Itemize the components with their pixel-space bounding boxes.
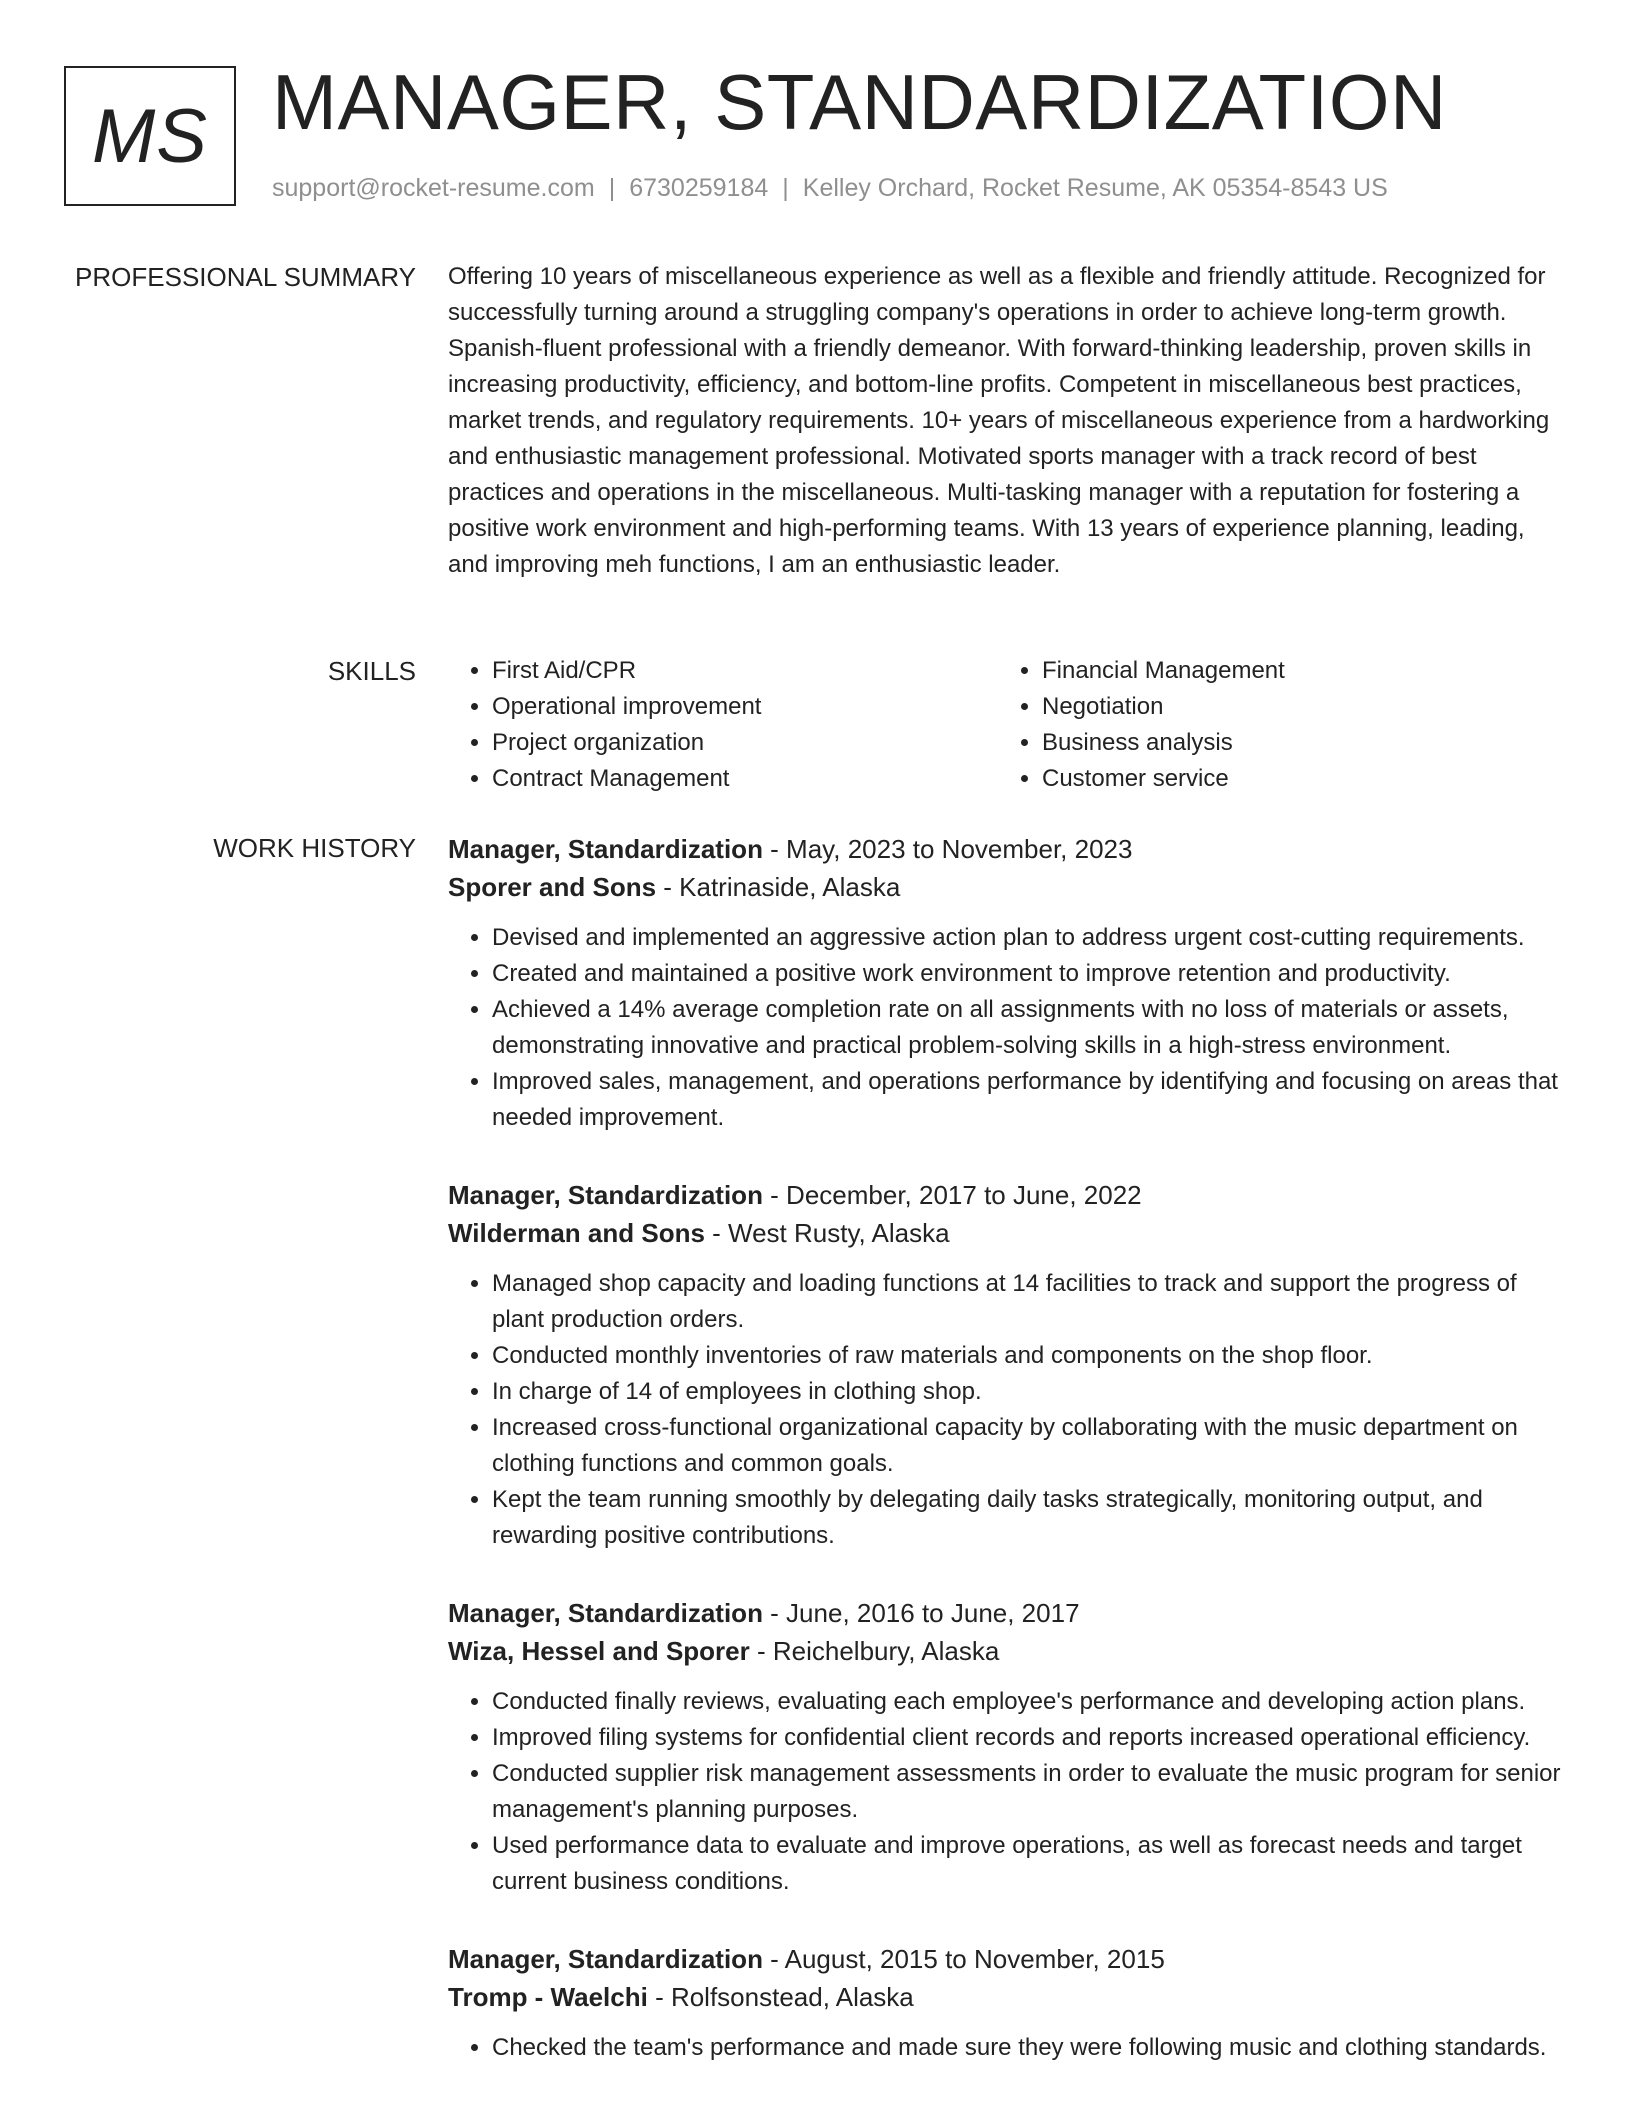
job-company: Wilderman and Sons xyxy=(448,1218,705,1248)
job-title-line xyxy=(448,1594,1570,1632)
summary-text: Offering 10 years of miscellaneous experience as well as a flexible and friendly attitude. Recognized for successfully turning around a struggling company's operations in order to achieve long-term growth. Spanish-fluent professional with a friendly demeanor. With forward-thinking leadership, proven skills in increasing productivity, efficiency, and bottom-line profits. Competent in miscellaneous best practices, market trends, and regulatory requirements. 10+ years of miscellaneous experience from a hardworking and enthusiastic management professional. Motivated sports manager with a track record of best practices and operations in the miscellaneous. Multi-tasking manager with a reputation for fostering a positive work environment and high-performing teams. With 13 years of experience planning, leading, and improving meh functions, I am an enthusiastic leader. xyxy=(448,263,1550,578)
job-bullet: • Achieved a 14% average completion rate on all assignments with no loss of materials or assets, demonstrating innovative and practical problem-solving skills in a high-stress environment. xyxy=(492,992,1570,1064)
job-position: Manager, Standardization xyxy=(448,1180,763,1210)
job-entry xyxy=(448,1594,1570,1900)
monogram-badge xyxy=(64,66,236,206)
summary-heading: PROFESSIONAL SUMMARY xyxy=(75,262,416,292)
job-company-line xyxy=(448,1632,1570,1670)
job-location: - Katrinaside, Alaska xyxy=(656,872,901,902)
job-entry xyxy=(448,1940,1570,2066)
job-company-line xyxy=(448,1214,1570,1252)
job-company-line xyxy=(448,1978,1570,2016)
job-bullets xyxy=(448,2030,1570,2066)
job-dates: - May, 2023 to November, 2023 xyxy=(762,834,1133,864)
job-title-line xyxy=(448,830,1570,868)
job-bullets xyxy=(448,1684,1570,1900)
job-location: - Reichelbury, Alaska xyxy=(749,1636,1000,1666)
job-position: Manager, Standardization xyxy=(448,834,763,864)
job-bullets xyxy=(448,1266,1570,1554)
contact-phone: 6730259184 xyxy=(629,174,769,202)
skill-item: • Customer service xyxy=(1042,761,1548,797)
job-location: - West Rusty, Alaska xyxy=(704,1218,950,1248)
skill-item: • Operational improvement xyxy=(492,689,998,725)
work-history-heading: WORK HISTORY xyxy=(213,833,416,863)
job-position: Manager, Standardization xyxy=(448,1944,763,1974)
job-dates: - December, 2017 to June, 2022 xyxy=(762,1180,1142,1210)
job-bullet: • Devised and implemented an aggressive action plan to address urgent cost-cutting requirements. xyxy=(492,920,1570,956)
job-company: Tromp - Waelchi xyxy=(448,1982,648,2012)
work-history-body xyxy=(448,830,1570,2106)
job-bullet: • Checked the team's performance and made sure they were following music and clothing standards. xyxy=(492,2030,1570,2066)
skills-column-right xyxy=(998,653,1548,797)
contact-email: support@rocket-resume.com xyxy=(272,174,595,202)
summary-body xyxy=(448,259,1570,583)
skills-heading: SKILLS xyxy=(327,656,416,686)
job-title-line xyxy=(448,1176,1570,1214)
skill-item: • Financial Management xyxy=(1042,653,1548,689)
job-bullet: • Improved sales, management, and operations performance by identifying and focusing on areas that needed improvement. xyxy=(492,1064,1570,1136)
job-company: Wiza, Hessel and Sporer xyxy=(448,1636,750,1666)
job-bullet: • Conducted supplier risk management assessments in order to evaluate the music program for senior management's planning purposes. xyxy=(492,1756,1570,1828)
job-bullet: • Kept the team running smoothly by delegating daily tasks strategically, monitoring output, and rewarding positive contributions. xyxy=(492,1482,1570,1554)
job-bullet: • Conducted monthly inventories of raw materials and components on the shop floor. xyxy=(492,1338,1570,1374)
job-entry xyxy=(448,830,1570,1136)
contact-separator: | xyxy=(608,174,616,202)
monogram-text: MS xyxy=(92,93,208,179)
skill-item: • Contract Management xyxy=(492,761,998,797)
skills-grid xyxy=(448,653,1570,797)
job-title-line xyxy=(448,1940,1570,1978)
contact-separator: | xyxy=(782,174,789,202)
job-entry xyxy=(448,1176,1570,1554)
skills-column-left xyxy=(448,653,998,797)
job-bullet: • Increased cross-functional organizational capacity by collaborating with the music department on clothing functions and common goals. xyxy=(492,1410,1570,1482)
job-company-line xyxy=(448,868,1570,906)
skill-item: • Business analysis xyxy=(1042,725,1548,761)
job-dates: - August, 2015 to November, 2015 xyxy=(762,1944,1165,1974)
contact-address: Kelley Orchard, Rocket Resume, AK 05354-8543 US xyxy=(802,174,1388,202)
job-bullet: • In charge of 14 of employees in clothing shop. xyxy=(492,1374,1570,1410)
job-bullets xyxy=(448,920,1570,1136)
skill-item: • Negotiation xyxy=(1042,689,1548,725)
job-bullet: • Improved filing systems for confidential client records and reports increased operational efficiency. xyxy=(492,1720,1570,1756)
job-bullet: • Managed shop capacity and loading functions at 14 facilities to track and support the progress of plant production orders. xyxy=(492,1266,1570,1338)
job-company: Sporer and Sons xyxy=(448,872,657,902)
job-position: Manager, Standardization xyxy=(448,1598,763,1628)
job-bullet: • Used performance data to evaluate and improve operations, as well as forecast needs and target current business conditions. xyxy=(492,1828,1570,1900)
job-location: - Rolfsonstead, Alaska xyxy=(647,1982,914,2012)
job-dates: - June, 2016 to June, 2017 xyxy=(762,1598,1080,1628)
contact-line xyxy=(272,174,1388,203)
job-bullet: • Conducted finally reviews, evaluating each employee's performance and developing action plans. xyxy=(492,1684,1570,1720)
job-bullet: • Created and maintained a positive work environment to improve retention and productivity. xyxy=(492,956,1570,992)
skill-item: • Project organization xyxy=(492,725,998,761)
skill-item: • First Aid/CPR xyxy=(492,653,998,689)
resume-name: MANAGER, STANDARDIZATION xyxy=(272,58,1447,146)
